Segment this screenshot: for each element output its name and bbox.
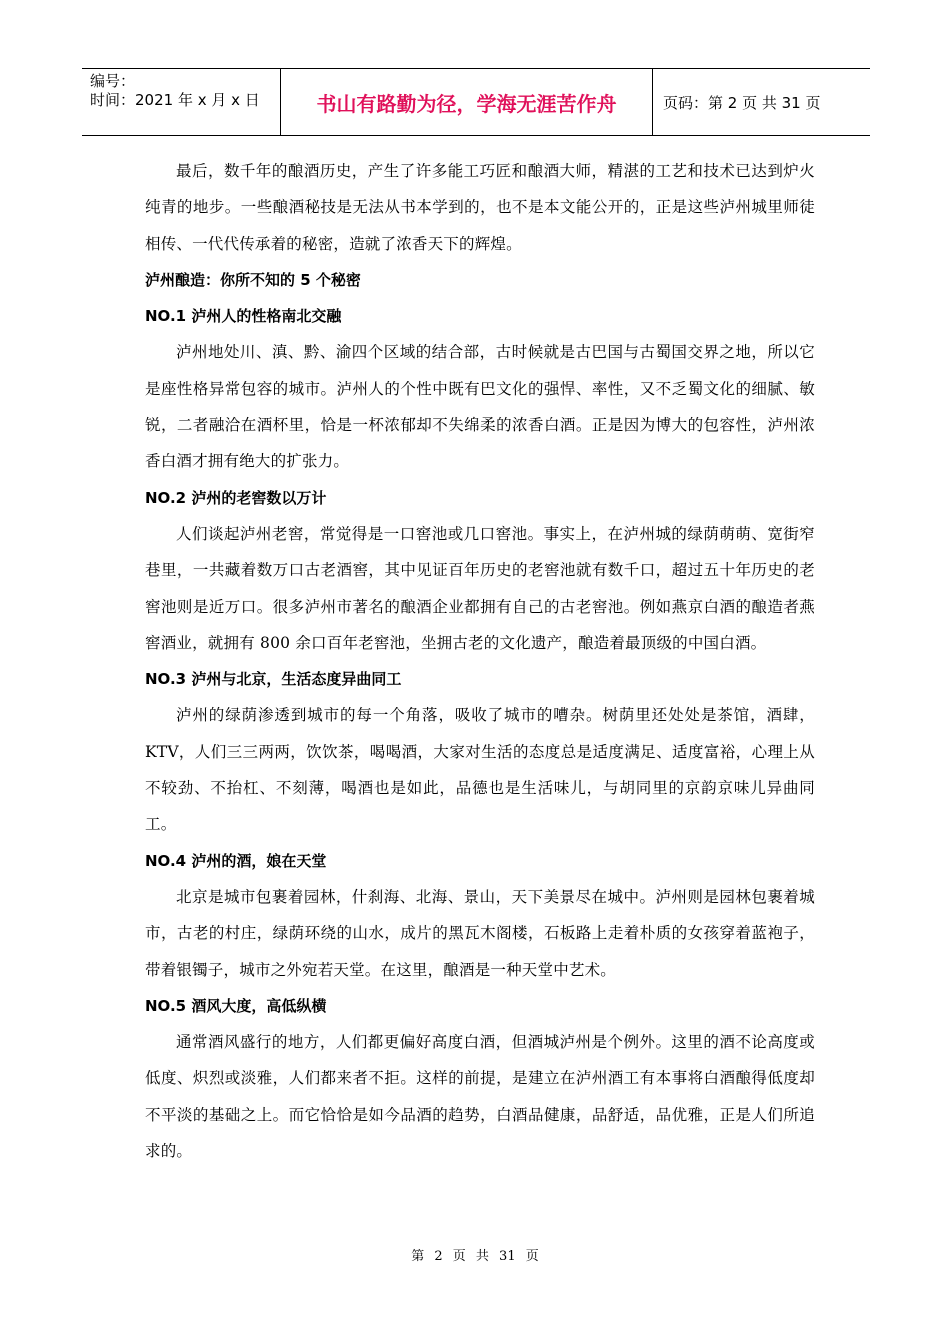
- section-heading: NO.2 泸州的老窖数以万计: [145, 488, 327, 507]
- paragraph: 人们谈起泸州老窖，常觉得是一口窖池或几口窖池。事实上，在泸州城的绿荫萌萌、宽街窄巷里，一共藏着数万口古老酒窖，其中见证百年历史的老窖池就有数千口，超过五十年历史的老窖池则是近万口。很多泸州市著名的酿酒企业都拥有自己的古老窖池。例如燕京白酒的酿造者燕窖酒业，就拥有 800 余口百年老窖池，坐拥古老的文化遗产，酿造着最顶级的中国白酒。: [145, 524, 815, 652]
- paragraph: 通常酒风盛行的地方，人们都更偏好高度白酒，但酒城泸州是个例外。这里的酒不论高度或低度、炽烈或淡雅，人们都来者不拒。这样的前提，是建立在泸州酒工有本事将白酒酿得低度却不平淡的基础之上。而它恰恰是如今品酒的趋势，白酒品健康，品舒适，品优雅，正是人们所追求的。: [145, 1033, 815, 1161]
- document-body: [145, 153, 815, 1169]
- paragraph: 最后，数千年的酿酒历史，产生了许多能工巧匠和酿酒大师，精湛的工艺和技术已达到炉火纯青的地步。一些酿酒秘技是无法从书本学到的，也不是本文能公开的，正是这些泸州城里师徒相传、一代代传承着的秘密，造就了浓香天下的辉煌。: [145, 162, 815, 253]
- section-heading: NO.4 泸州的酒，娘在天堂: [145, 851, 327, 870]
- page-footer: 第 2 页 共 31 页: [411, 1249, 539, 1264]
- section-heading: NO.1 泸州人的性格南北交融: [145, 307, 342, 326]
- section-heading: 泸州酿造：你所不知的 5 个秘密: [145, 270, 361, 289]
- page-header: [82, 68, 870, 136]
- header-page-info: 页码：第 2 页 共 31 页: [663, 93, 821, 112]
- header-meta: [82, 69, 281, 135]
- header-motto: 书山有路勤为径，学海无涯苦作舟: [281, 69, 653, 135]
- paragraph: 北京是城市包裹着园林，什刹海、北海、景山，天下美景尽在城中。泸州则是园林包裹着城市，古老的村庄，绿荫环绕的山水，成片的黑瓦木阁楼，石板路上走着朴质的女孩穿着蓝袍子，带着银镯子，城市之外宛若天堂。在这里，酿酒是一种天堂中艺术。: [145, 887, 815, 979]
- document-number: 编号：: [90, 72, 136, 90]
- section-heading: NO.5 酒风大度，高低纵横: [145, 996, 327, 1015]
- paragraph: 泸州地处川、滇、黔、渝四个区域的结合部，古时候就是古巴国与古蜀国交界之地，所以它是座性格异常包容的城市。泸州人的个性中既有巴文化的强悍、率性，又不乏蜀文化的细腻、敏锐，二者融洽在酒杯里，恰是一杯浓郁却不失绵柔的浓香白酒。正是因为博大的包容性，泸州浓香白酒才拥有绝大的扩张力。: [145, 343, 815, 471]
- paragraph: 泸州的绿荫渗透到城市的每一个角落，吸收了城市的嘈杂。树荫里还处处是茶馆，酒肆，KTV，人们三三两两，饮饮茶，喝喝酒，大家对生活的态度总是适度满足、适度富裕，心理上从不较劲、不抬杠、不刻薄，喝酒也是如此，品德也是生活味儿，与胡同里的京韵京味儿异曲同工。: [145, 706, 815, 834]
- document-date: 时间：2021 年 x 月 x 日: [90, 91, 260, 109]
- section-heading: NO.3 泸州与北京，生活态度异曲同工: [145, 670, 402, 689]
